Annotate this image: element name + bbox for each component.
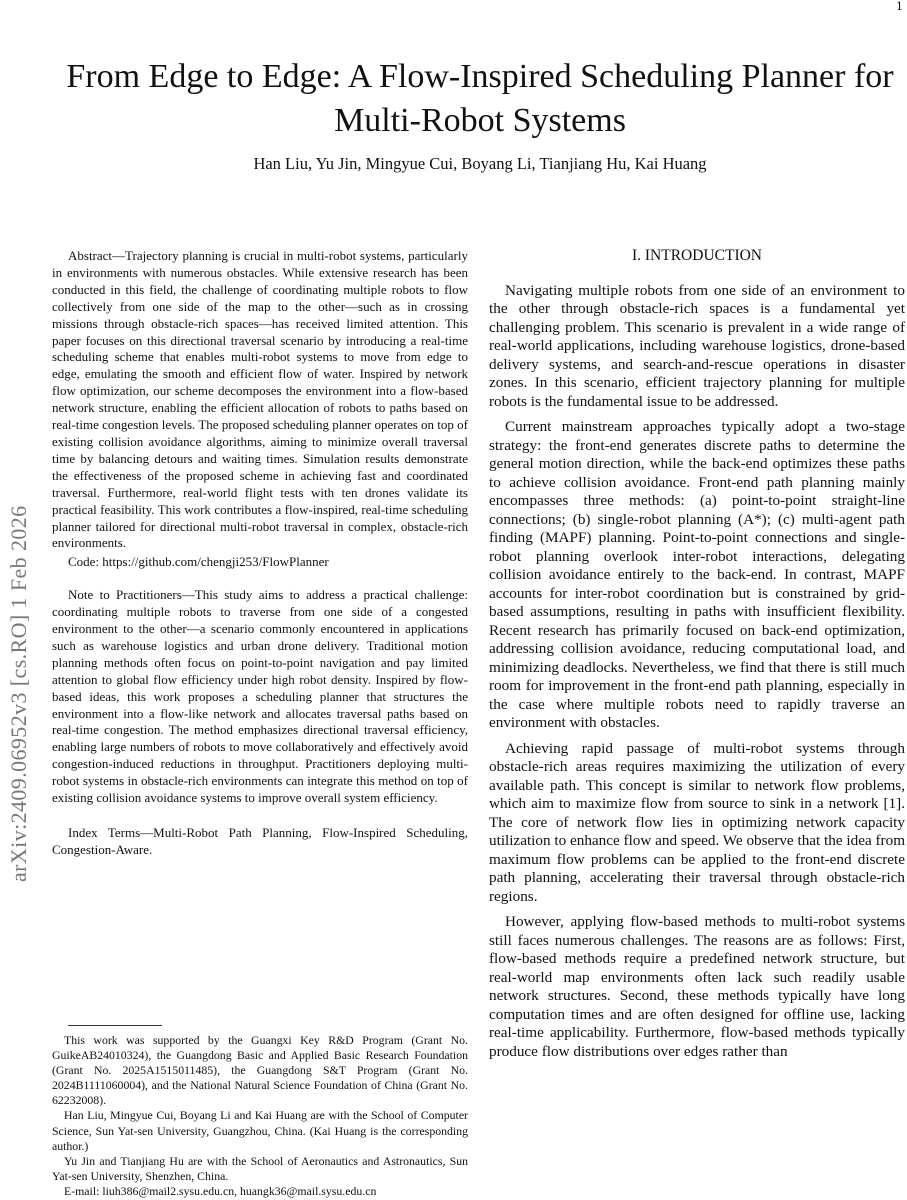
note-to-practitioners: Note to Practitioners—This study aims to address a practical challenge: coordinating multiple robots to traverse from one side of a congested environment to the other—a scenario commonly encountered in applications such as warehouse logistics and urban drone delivery. Traditional motion planning methods often focus on point-to-point navigation and pay limited attention to global flow efficiency under high robot density. Inspired by flow-based ideas, this work proposes a scheduling planner that structures the environment into a flow-like network and allocates traversal paths based on real-time congestion. The method emphasizes directional traversal efficiency, enabling large numbers of robots to move collaboratively and effectively avoid congestion-induced reductions in throughput. Practitioners deploying multi-robot systems in obstacle-rich environments can integrate this method on top of existing collision avoidance systems to improve overall system efficiency. (52, 587, 468, 806)
intro-paragraph: Current mainstream approaches typically adopt a two-stage strategy: the front-end generates discrete paths to determine the general motion direction, while the back-end optimizes these paths to achieve collision avoidance. Front-end path planning mainly encompasses three methods: (a) point-to-point straight-line connections; (b) single-robot planning (A*); (c) multi-agent path finding (MAPF) planning. Point-to-point connections and single-robot planning overlook inter-robot interactions, delegating collision avoidance entirely to the back-end. In contrast, MAPF accounts for inter-robot coordination but is constrained by grid-based assumptions, resulting in paths with insufficient flexibility. Recent research has primarily focused on back-end optimization, addressing collision avoidance, reducing computational load, and minimizing deadlocks. Nevertheless, we find that there is still much room for improvement in the front-end path planning, especially in the case where multiple robots need to rapidly traverse an environment with obstacles. (489, 418, 905, 731)
footnote-funding: This work was supported by the Guangxi Key R&D Program (Grant No. GuikeAB24010324), the Guangdong Basic and Applied Basic Research Foundation (Grant No. 2025A1515011485), the Guangdong S&T Program (Grant No. 2024B1111060004), and the National Natural Science Foundation of China (Grant No. 62232008). (52, 1033, 468, 1108)
intro-paragraph: Navigating multiple robots from one side of an environment to the other through obstacle-rich spaces is a fundamental yet challenging problem. This scenario is prevalent in a wide range of real-world applications, including warehouse logistics, drone-based delivery systems, and search-and-rescue operations in disaster zones. In this scenario, efficient trajectory planning for multiple robots is the fundamental issue to be addressed. (489, 281, 905, 410)
footnotes (52, 1025, 468, 1199)
section-heading: I. INTRODUCTION (631, 247, 762, 264)
author-list: Han Liu, Yu Jin, Mingyue Cui, Boyang Li, Tianjiang Hu, Kai Huang (253, 154, 707, 173)
intro-paragraph: However, applying flow-based methods to multi-robot systems still faces numerous challenges. The reasons are as follows: First, flow-based methods require a predefined network structure, but real-world map environments often lack such readily usable network structures. Second, these methods typically have long computation times and are often designed for offline use, lacking real-time applicability. Furthermore, flow-based methods typically produce flow distributions over edges rather than (489, 913, 905, 1060)
left-column (52, 248, 468, 859)
footnote-affiliation-cs: Han Liu, Mingyue Cui, Boyang Li and Kai Huang are with the School of Computer Science, Sun Yat-sen University, Guangzhou, China. (Kai Huang is the corresponding author.) (52, 1108, 468, 1153)
right-column (489, 247, 905, 1068)
footnote-affiliation-aero: Yu Jin and Tianjiang Hu are with the School of Aeronautics and Astronautics, Sun Yat-sen University, Shenzhen, China. (52, 1153, 468, 1183)
code-link[interactable]: Code: https://github.com/chengji253/FlowPlanner (68, 554, 329, 570)
footnote-rule (68, 1025, 162, 1026)
page-number: 1 (896, 0, 903, 13)
intro-paragraph: Achieving rapid passage of multi-robot systems through obstacle-rich areas requires maximizing the utilization of every available path. This concept is similar to network flow problems, which aim to maximize flow from source to sink in a network [1]. The core of network flow lies in optimizing network capacity utilization to enhance flow and speed. We observe that the idea from maximum flow problems can be applied to the front-end discrete path planning, accelerating their traversal through obstacle-rich regions. (489, 739, 906, 905)
arxiv-identifier[interactable]: arXiv:2409.06952v3 [cs.RO] 1 Feb 2026 (6, 505, 31, 882)
footnote-email[interactable]: E-mail: liuh386@mail2.sysu.edu.cn, huangk36@mail.sysu.edu.cn (64, 1183, 377, 1198)
paper-title: From Edge to Edge: A Flow-Inspired Scheduling Planner for Multi-Robot Systems (66, 58, 894, 139)
index-terms: Index Terms—Multi-Robot Path Planning, Flow-Inspired Scheduling, Congestion-Aware. (52, 825, 468, 857)
abstract: Abstract—Trajectory planning is crucial in multi-robot systems, particularly in environments with numerous obstacles. While extensive research has been conducted in this field, the challenge of coordinating multiple robots to flow collectively from one side of the map to the other—such as in crossing missions through obstacle-rich spaces—has received limited attention. This paper focuses on this directional traversal scenario by introducing a real-time scheduling scheme that enables multi-robot systems to move from edge to edge, emulating the smooth and efficient flow of water. Inspired by network flow optimization, our scheme decomposes the environment into a flow-based network structure, enabling the efficient allocation of robots to paths based on real-time congestion levels. The proposed scheduling planner operates on top of existing collision avoidance algorithms, aiming to minimize overall traversal time by balancing detours and waiting times. Simulation results demonstrate the effectiveness of the proposed scheme in achieving fast and coordinated traversal. Furthermore, real-world flight tests with ten drones validate its practical feasibility. This work contributes a flow-inspired, real-time scheduling planner tailored for directional multi-robot traversal in complex, obstacle-rich environments. (52, 248, 468, 551)
